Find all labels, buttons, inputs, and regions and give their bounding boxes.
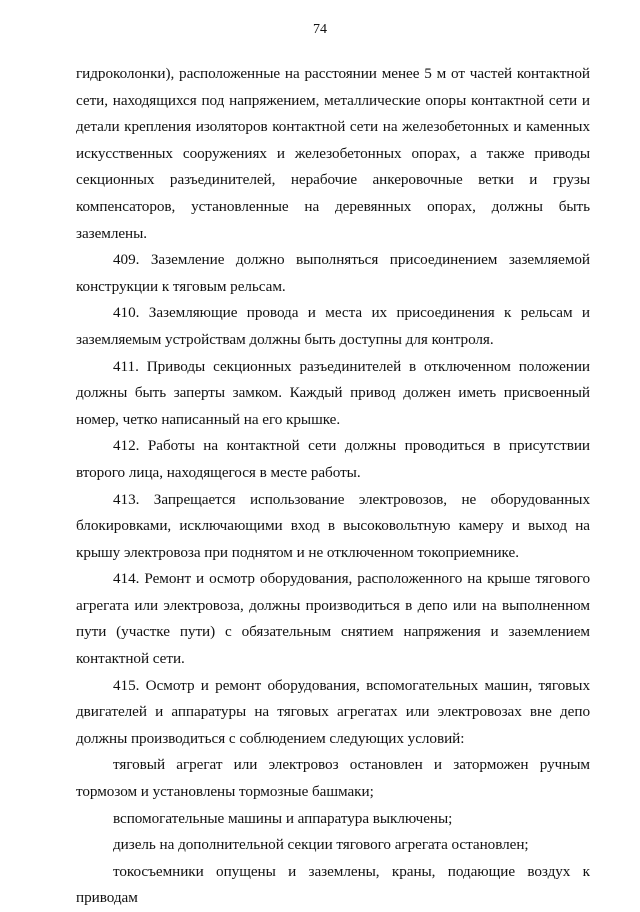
paragraph-411: 411. Приводы секционных разъединителей в отключенном положении должны быть заперты замком. Каждый привод должен иметь присвоенный номер, четко написанный на его крышке.: [76, 357, 590, 428]
condition-item: тяговый агрегат или электровоз остановлен и заторможен ручным тормозом и установлены тормозные башмаки;: [76, 756, 590, 801]
paragraph-410: 410. Заземляющие провода и места их присоединения к рельсам и заземляемым устройствам должны быть доступны для контроля.: [76, 304, 590, 348]
condition-item: дизель на дополнительной секции тягового агрегата остановлен;: [113, 836, 529, 854]
condition-item: токосъемники опущены и заземлены, краны, подающие воздух к приводам: [76, 862, 590, 907]
paragraph-413: 413. Запрещается использование электровозов, не оборудованных блокировками, исключающими вход в высоковольтную камеру и выход на крышу электровоза при поднятом и не отключенном токоприемнике.: [76, 490, 590, 561]
page-number: 74: [313, 22, 327, 37]
paragraph-414: 414. Ремонт и осмотр оборудования, расположенного на крыше тягового агрегата или электровоза, должны производиться в депо или на выполненном пути (участке пути) с обязательным снятием напряжения и заземлением контактной сети.: [76, 570, 590, 668]
paragraph-409: 409. Заземление должно выполняться присоединением заземляемой конструкции к тяговым рельсам.: [76, 251, 590, 295]
paragraph-412: 412. Работы на контактной сети должны проводиться в присутствии второго лица, находящегося в месте работы.: [76, 437, 590, 481]
paragraph-continuation: гидроколонки), расположенные на расстоянии менее 5 м от частей контактной сети, находящихся под напряжением, металлические опоры контактной сети и детали крепления изоляторов контактной сети на железобетонных и каменных искусственных сооружениях и железобетонных опорах, а также приводы секционных разъединителей, нерабочие анкеровочные ветки и грузы компенсаторов, установленные на деревянных опорах, должны быть заземлены.: [76, 65, 590, 242]
paragraph-415: 415. Осмотр и ремонт оборудования, вспомогательных машин, тяговых двигателей и аппаратуры на тяговых агрегатах или электровозах вне депо должны производиться с соблюдением следующих условий:: [76, 676, 590, 747]
condition-item: вспомогательные машины и аппаратура выключены;: [113, 809, 453, 827]
document-body: [76, 61, 590, 912]
